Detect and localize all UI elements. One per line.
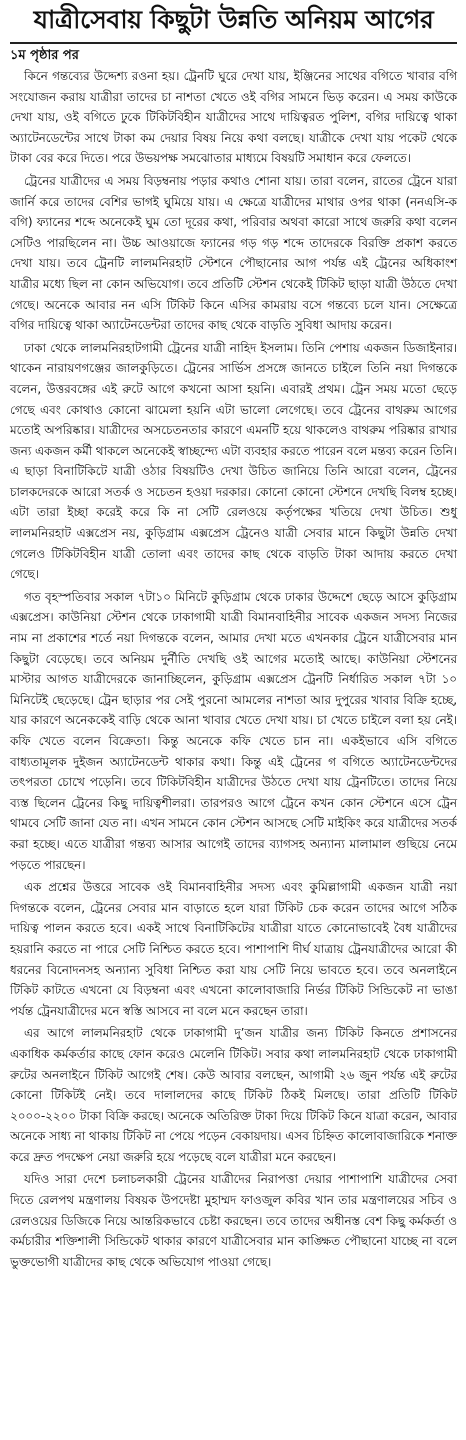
headline: যাত্রীসেবায় কিছুটা উন্নতি অনিয়ম আগের xyxy=(33,5,434,34)
paragraph-7: যদিও সারা দেশে চলাচলকারী ট্রেনের যাত্রীদের নিরাপত্তা দেয়ার পাশাপাশি যাত্রীদের সেবা দিতে রেলপথ মন্ত্রণালয় বিষয়ক উপদেষ্টা মুহাম্মদ ফাওজুল কবির খান তার মন্ত্রণালয়ের সচিব ও রেলওয়ের ডিজিকে নিয়ে আন্তরিকভাবে চেষ্টা করছেন। তবে তাদের অধীনস্ত বেশ কিছু কর্মকর্তা ও কর্মচারীর শক্তিশালী সিন্ডিকেট থাকার কারণে যাত্রীসেবার মান কাঙ্ক্ষিত পৌছানো যাচ্ছে না বলে ভুক্তভোগী যাত্রীদের কাছ থেকে অভিযোগ পাওয়া গেছে। xyxy=(10,1172,457,1269)
paragraph-6: এর আগে লালমনিরহাট থেকে ঢাকাগামী দু’জন যাত্রীর জন্য টিকিট কিনতে প্রশাসনের একাধিক কর্মকর্তার কাছে ফোন করেও মেলেনি টিকিট। সবার কথা লালমনিরহাট থেকে ঢাকাগামী রুটের অনলাইনে টিকিট আগেই শেষ। কেউ আবার বলছেন, আগামী ২৬ জুন পর্যন্ত এই রুটের কোনো টিকিটই নেই। তবে দালালদের কাছে টিকিট ঠিকই মিলছে। তারা প্রতিটি টিকিট ২০০০-২২০০ টাকা বিক্রি করছে। অনেকে অতিরিক্ত টাকা দিয়ে টিকিট কিনে যাত্রা করেন, আবার অনেকে সাধ্য না থাকায় টিকিট না পেয়ে পড়েন বেকায়দায়। এসব চিহ্নিত কালোবাজারিকে শনাক্ত করে দ্রুত পদক্ষেপ নেয়া জরুরি হয়ে পড়েছে বলে যাত্রীরা মনে করছেন। xyxy=(10,1026,457,1164)
paragraph-5: এক প্রশ্নের উত্তরে সাবেক ওই বিমানবাহিনীর সদস্য এবং কুমিল্লাগামী একজন যাত্রী নয়া দিগন্তকে বলেন, ট্রেনের সেবার মান বাড়াতে হলে যারা টিকিট চেক করেন তাদের আগে সঠিক দায়িত্ব পালন করতে হবে। একই সাথে বিনাটিকিটের যাত্রীরা যাতে কোনোভাবেই বৈধ যাত্রীদের হয়রানি করতে না পারে সেটি নিশ্চিত করতে হবে। পাশাপাশি দীর্ঘ যাত্রায় ট্রেনযাত্রীদের আরো কী ধরনের বিনোদনসহ অন্যান্য সুবিধা নিশ্চিত করা যায় সেটি নিয়ে ভাবতে হবে। তবে অনলাইনে টিকিট কাটতে এখনো যে বিড়ম্বনা এবং এখনো কালোবাজারি নির্ভর টিকিট সিন্ডিকেট না ভাঙা পর্যন্ত ট্রেনযাত্রীদের মনে স্বস্তি আসবে না বলে মনে করছেন তারা। xyxy=(10,880,457,1018)
paragraph-3: ঢাকা থেকে লালমনিরহাটগামী ট্রেনের যাত্রী নাহিদ ইসলাম। তিনি পেশায় একজন ডিজাইনার। থাকেন নারায়ণগঞ্জের জালকুড়িতে। ট্রেনের সার্ভিস প্রসঙ্গে জানতে চাইলে তিনি নয়া দিগন্তকে বলেন, উত্তরবঙ্গের এই রুটে আগে কখনো আসা হয়নি। এবারই প্রথম। ট্রেন সময় মতো ছেড়ে গেছে এবং কোথাও কোনো ঝামেলা হয়নি এটা ভালো লেগেছে। তবে ট্রেনের বাথরুম আগের মতোই অপরিষ্কার। যাত্রীদের অসচেতনতার কারণে এমনটি হয়ে থাকলেও বাথরুম পরিষ্কার রাখার জন্য একজন কর্মী থাকলে অনেকেই স্বাচ্ছন্দ্যে এটা ব্যবহার করতে পারেন বলে মন্তব্য করেন তিনি। এ ছাড়া বিনাটিকিটে যাত্রী ওঠার বিষয়টিও দেখা উচিত জানিয়ে তিনি আরো বলেন, ট্রেনের চালকদেরকে আরো সতর্ক ও সচেতন হওয়া দরকার। কোনো কোনো স্টেশনে দেখছি বিলম্ব হচ্ছে। এটা তারা ইচ্ছা করেই করে কি না সেটি রেলওয়ে কর্তৃপক্ষের খতিয়ে দেখা উচিত। শুধু লালমনিরহাট এক্সপ্রেস নয়, কুড়িগ্রাম এক্সপ্রেস ট্রেনেও যাত্রী সেবার মানে কিছুটা উন্নতি দেখা গেলেও টিকিটবিহীন যাত্রী তোলা এবং তাদের কাছ থেকে বাড়তি টাকা আদায় করতে দেখা গেছে। xyxy=(10,340,457,582)
continuation-label: ১ম পৃষ্ঠার পর xyxy=(10,48,79,63)
paragraph-1: কিনে গন্তব্যের উদ্দেশ্য রওনা হয়। ট্রেনটি ঘুরে দেখা যায়, ইঞ্জিনের সাথের বগিতে খাবার বগি সংযোজন করায় যাত্রীরা তাদের চা নাশতা খেতে ওই বগির সামনে ভিড় করেন। এ সময় কাউকে দেখা যায়, ওই বগিতে ঢুকে টিকিটবিহীন যাত্রীদের সাথে দায়িত্বরত পুলিশ, বগির দায়িত্বে থাকা অ্যাটেনডেন্টের সাথে টাকা কম দেয়ার বিষয় নিয়ে কথা বলছে। যাত্রীকে দেখা যায় পকেট থেকে টাকা বের করে দিতে। পরে উভয়পক্ষ সমঝোতার মাধ্যমে বিষয়টি সমাধান করে ফেলতে। xyxy=(10,69,457,166)
paragraph-2: ট্রেনের যাত্রীদের এ সময় বিড়ম্বনায় পড়ার কথাও শোনা যায়। তারা বলেন, রাতের ট্রেনে যারা জার্নি করে তাদের বেশির ভাগই ঘুমিয়ে যায়। এ ক্ষেত্রে যাত্রীদের মাথার ওপর থাকা (ননএসি-ক বগি) ফ্যানের শব্দে অনেকেই ঘুম তো দূরের কথা, পরিবার অথবা কারো সাথে জরুরি কথা বলেন সেটিও পারছিলেন না। উচ্চ আওয়াজে ফ্যানের গড় গড় শব্দে তাদেরকে বিরক্তি প্রকাশ করতে দেখা যায়। তবে ট্রেনটি লালমনিরহাট স্টেশনে পৌছানোর আগ পর্যন্ত এই ট্রেনের অধিকাংশ যাত্রীর মধ্যে ছিল না কোন অভিযোগ। তবে প্রতিটি স্টেশন থেকেই টিকিট ছাড়া যাত্রী উঠতে দেখা গেছে। অনেকে আবার নন এসি টিকিট কিনে এসির কামরায় বসে গন্তব্যে চলে যান। সেক্ষেত্রে বগির দায়িত্বে থাকা অ্যাটেনডেন্টরা তাদের কাছ থেকে বাড়তি সুবিধা আদায় করেন। xyxy=(10,173,457,333)
paragraph-4: গত বৃহস্পতিবার সকাল ৭টা১০ মিনিটে কুড়িগ্রাম থেকে ঢাকার উদ্দেশে ছেড়ে আসে কুড়িগ্রাম এক্সপ্রেস। কাউনিয়া স্টেশন থেকে ঢাকাগামী যাত্রী বিমানবাহিনীর সাবেক একজন সদস্য নিজের নাম না প্রকাশের শর্তে নয়া দিগন্তকে বলেন, আমার দেখা মতে এখনকার ট্রেনে যাত্রীসেবার মান কিছুটা বেড়েছে। তবে অনিয়ম দুর্নীতি দেখছি ওই আগের মতোই আছে। কাউনিয়া স্টেশনের মাস্টার আগত যাত্রীদেরকে জানাচ্ছিলেন, কুড়িগ্রাম এক্সপ্রেস ট্রেনটি নির্ধারিত সকাল ৭টা ১০ মিনিটেই ছেড়েছে। ট্রেন ছাড়ার পর সেই পুরনো আমলের নাশতা আর দুপুরের খাবার বিক্রি হচ্ছে, যার কারণে অনেককেই বাড়ি থেকে আনা খাবার খেতে দেখা যায়। চা খেতে চাইলে বলা হয় নেই। কফি খেতে বলেন বিক্রেতা। কিন্তু অনেকে কফি খেতে চান না। একইভাবে এসি বগিতে বাধ্যতামূলক দুইজন অ্যাটেনডেন্ট থাকার কথা। কিন্তু এই ট্রেনের গ বগিতে অ্যাটেনডেন্টদের তৎপরতা চোখে পড়েনি। তবে টিকিটবিহীন যাত্রীদের উঠতে দেখা যায় ট্রেনটিতে। তাদের নিয়ে ব্যস্ত ছিলেন ট্রেনের কিছু দায়িত্বশীলরা। তারপরও আগে ট্রেনে কখন কোন স্টেশনে এসে ট্রেন থামবে সেটি জানা যেত না। এখন সামনে কোন স্টেশন আসছে সেটি মাইকিং করে যাত্রীদের সতর্ক করা হচ্ছে। এতে যাত্রীরা গন্তব্য আসার আগেই তাদের ব্যাগসহ অন্যান্য মালামাল গুছিয়ে নেমে পড়তে পারছেন। xyxy=(10,589,457,872)
article-body xyxy=(10,66,457,1272)
headline-block xyxy=(10,2,457,44)
